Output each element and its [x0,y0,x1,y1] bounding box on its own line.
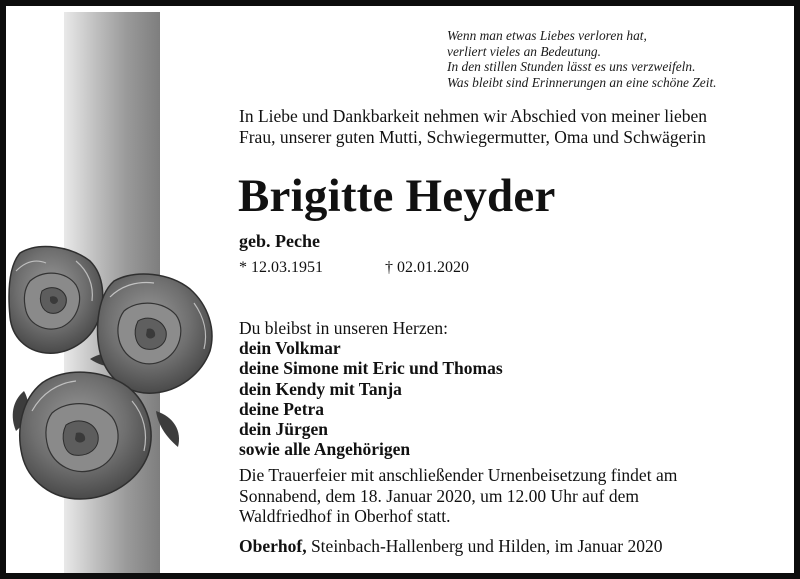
rose-right [98,274,212,393]
mourner-line: dein Kendy mit Tanja [239,378,402,399]
deceased-name: Brigitte Heyder [238,170,556,222]
roses-image [6,241,226,506]
mourner-line: deine Simone mit Eric und Thomas [239,358,503,379]
intro-line: In Liebe und Dankbarkeit nehmen wir Abschied von meiner lieben [239,106,707,126]
mourners-section [239,318,503,459]
ceremony-line: Die Trauerfeier mit anschließender Urnenbeisetzung findet am [239,465,678,485]
mourner-line: dein Volkmar [239,338,341,359]
life-dates [239,259,469,277]
place-and-date [239,536,663,557]
rose-top-left [9,247,103,354]
place-town: Oberhof, [239,536,307,556]
mourner-line: sowie alle Angehörigen [239,439,411,460]
mourner-line: dein Jürgen [239,419,328,440]
rose-bottom [20,372,151,499]
poem-line: Was bleibt sind Erinnerungen an eine schöne Zeit. [447,74,717,90]
poem-line: verliert vieles an Bedeutung. [447,43,601,59]
ceremony-line: Waldfriedhof in Oberhof statt. [239,506,451,526]
poem [447,28,787,90]
closing-intro: Du bleibst in unseren Herzen: [239,318,448,338]
poem-line: Wenn man etwas Liebes verloren hat, [447,28,647,43]
place-rest: Steinbach-Hallenberg und Hilden, im Januar 2020 [306,536,663,556]
death-date: † 02.01.2020 [385,259,469,276]
mourner-line: deine Petra [239,398,325,419]
ceremony-info [239,465,677,527]
farewell-intro [239,106,779,148]
birth-name: geb. Peche [239,231,320,251]
ceremony-line: Sonnabend, dem 18. Januar 2020, um 12.00 Uhr auf dem [239,485,639,506]
birth-date: * 12.03.1951 [239,259,323,276]
intro-line: Frau, unserer guten Mutti, Schwiegermutter, Oma und Schwägerin [239,127,706,147]
poem-line: In den stillen Stunden lässt es uns verzweifeln. [447,59,696,74]
